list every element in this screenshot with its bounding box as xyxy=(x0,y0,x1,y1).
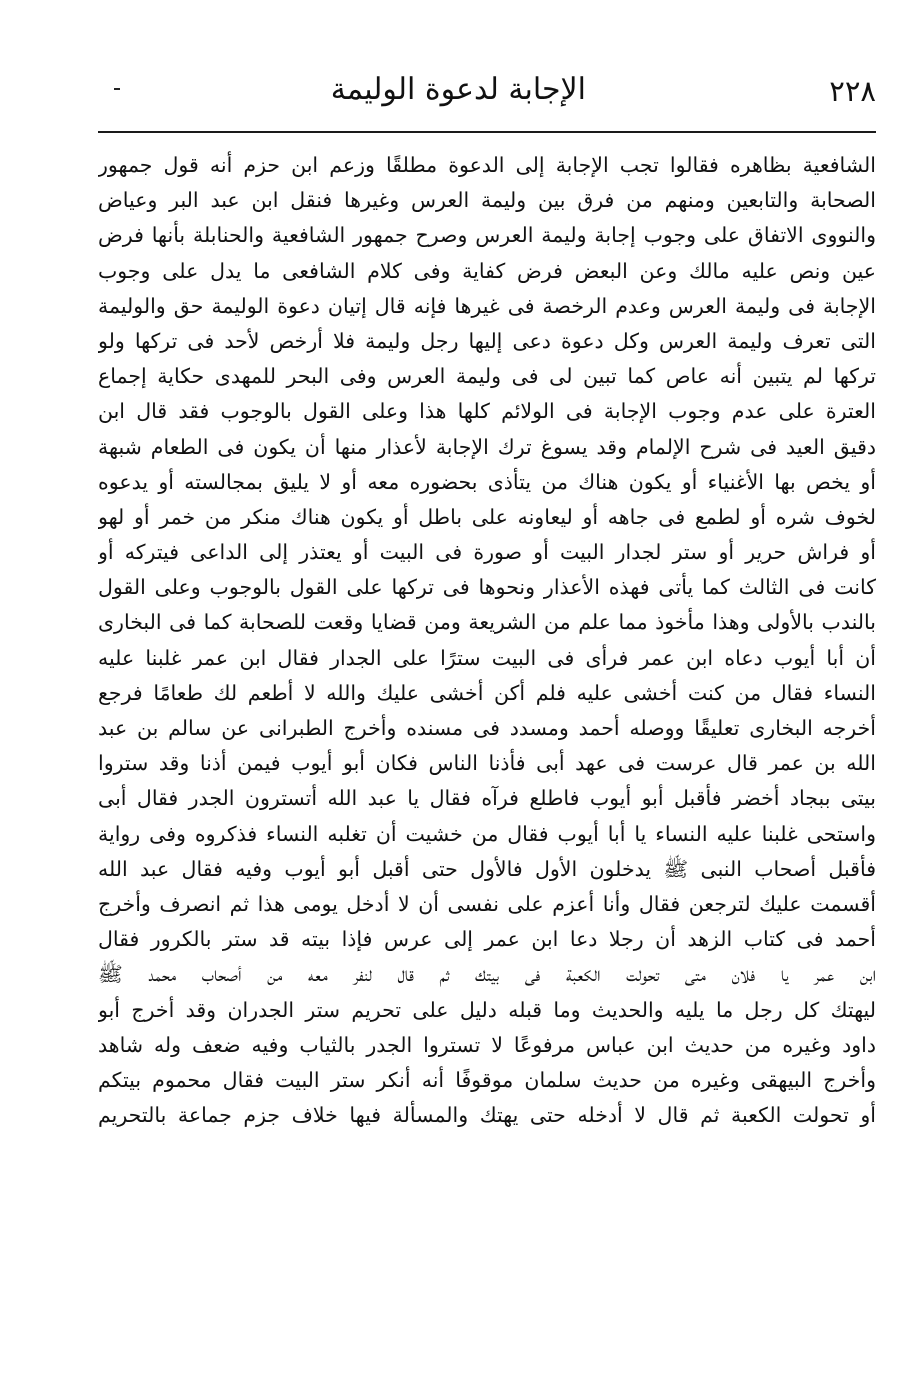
text-line: فأقبل أصحاب النبى ﷺ يدخلون الأول فالأول حتى أقبل أبو أيوب وفيه فقال عبد الله xyxy=(98,856,876,881)
text-line: أو تحولت الكعبة ثم قال لا أدخله حتى يهتك والمسألة فيها خلاف جزم جماعة بالتحريم xyxy=(98,1103,876,1128)
text-line: داود وغيره من حديث ابن عباس مرفوعًا لا تستروا الجدر بالثياب وفيه ضعف وله شاهد xyxy=(98,1032,876,1057)
text-line: أو يخص بها الأغنياء أو يكون هناك من يتأذى بحضوره معه أو لا يليق بمجالسته أو يدعوه xyxy=(98,469,876,494)
text-line: أحمد فى كتاب الزهد أن رجلا دعا ابن عمر إلى عرس فإذا بيته قد ستر بالكرور فقال xyxy=(98,927,876,952)
text-line: وأخرج البيهقى وغيره من حديث سلمان موقوفًا أنه أنكر ستر البيت فقال محموم بيتكم xyxy=(98,1067,876,1092)
page-header xyxy=(98,70,876,118)
text-line: ابن عمر يا فلان متى تحولت الكعبة فى بيتك ثم قال لنفر معه من أصحاب محمد ﷺ xyxy=(98,962,876,987)
text-line: كانت فى الثالث كما يأتى فهذه الأعذار ونحوها فى تركها على القول بالوجوب وعلى القول xyxy=(98,575,876,600)
text-line: الله بن عمر قال عرست فى عهد أبى فأذنا الناس فكان أبو أيوب فيمن أذنا وقد ستروا xyxy=(98,751,876,776)
body-text xyxy=(98,148,876,1133)
text-line: التى تعرف وليمة العرس وكل دعوة دعى إليها رجل وليمة فلا أرخص لأحد فى تركها ولو xyxy=(98,328,876,353)
header-dash-mark xyxy=(114,88,120,90)
text-line: النساء فقال من كنت أخشى عليه فلم أكن أخشى عليك والله لا أطعم لك طعامًا فرجع xyxy=(98,680,876,705)
text-line: الإجابة فى وليمة العرس وعدم الرخصة فى غيرها فإنه قال إتيان دعوة الوليمة حق والوليمة xyxy=(98,293,876,318)
text-line: ليهتك كل رجل ما يليه والحديث وما قبله دليل على تحريم ستر الجدران وقد أخرج أبو xyxy=(98,997,876,1022)
text-line: أخرجه البخارى تعليقًا ووصله أحمد ومسدد فى مسنده وأخرج الطبرانى عن سالم بن عبد xyxy=(98,716,876,740)
text-line: عين ونص عليه مالك وعن البعض فرض كفاية وفى كلام الشافعى ما يدل على وجوب xyxy=(98,258,876,283)
running-title: الإجابة لدعوة الوليمة xyxy=(330,72,586,107)
text-line: أن أبا أيوب دعاه ابن عمر فرأى فى البيت سترًا على الجدار فقال ابن عمر غلبنا عليه xyxy=(98,645,876,670)
header-rule xyxy=(98,131,876,133)
text-line: لخوف شره أو لطمع فى جاهه أو ليعاونه على باطل أو يكون هناك منكر من خمر أو لهو xyxy=(98,504,876,529)
text-line: أقسمت عليك لترجعن فقال وأنا أعزم على نفسى أن لا أدخل يومى هذا ثم انصرف وأخرج xyxy=(98,891,876,916)
text-line: الشافعية بظاهره فقالوا تجب الإجابة إلى الدعوة مطلقًا وزعم ابن حزم أنه قول جمهور xyxy=(98,153,876,177)
text-line: تركها لم يتبين أنه عاص كما تبين لى فى وليمة العرس وفى البحر للمهدى حكاية إجماع xyxy=(98,364,876,389)
text-line: دقيق العيد فى شرح الإلمام وقد يسوغ ترك الإجابة لأعذار منها أن يكون فى الطعام شبهة xyxy=(98,434,876,459)
text-line: واستحى غلبنا عليه النساء يا أبا أيوب فقال من خشيت أن تغلبه النساء فذكروه وفى رواية xyxy=(98,821,876,846)
text-line: أو فراش حرير أو ستر لجدار البيت أو صورة فى البيت أو يعتذر إلى الداعى فيتركه أو xyxy=(98,540,876,565)
text-line: والنووى الاتفاق على وجوب إجابة وليمة العرس وصرح جمهور الشافعية والحنابلة بأنها فرض xyxy=(98,223,876,248)
text-line: بالندب بالأولى وهذا مأخوذ مما علم من الشريعة ومن قضايا وقعت للصحابة كما فى البخارى xyxy=(98,610,876,635)
text-line: العترة على عدم وجوب الإجابة فى الولائم كلها هذا وعلى القول بالوجوب فقد قال ابن xyxy=(98,399,876,424)
text-line: الصحابة والتابعين ومنهم من فرق بين وليمة العرس وغيرها فنقل ابن عبد البر وعياض xyxy=(98,188,876,213)
text-line: بيتى ببجاد أخضر فأقبل أبو أيوب فاطلع فرآه فقال يا عبد الله أتسترون الجدر فقال أبى xyxy=(98,786,876,811)
page-number: ٢٢٨ xyxy=(829,74,876,108)
